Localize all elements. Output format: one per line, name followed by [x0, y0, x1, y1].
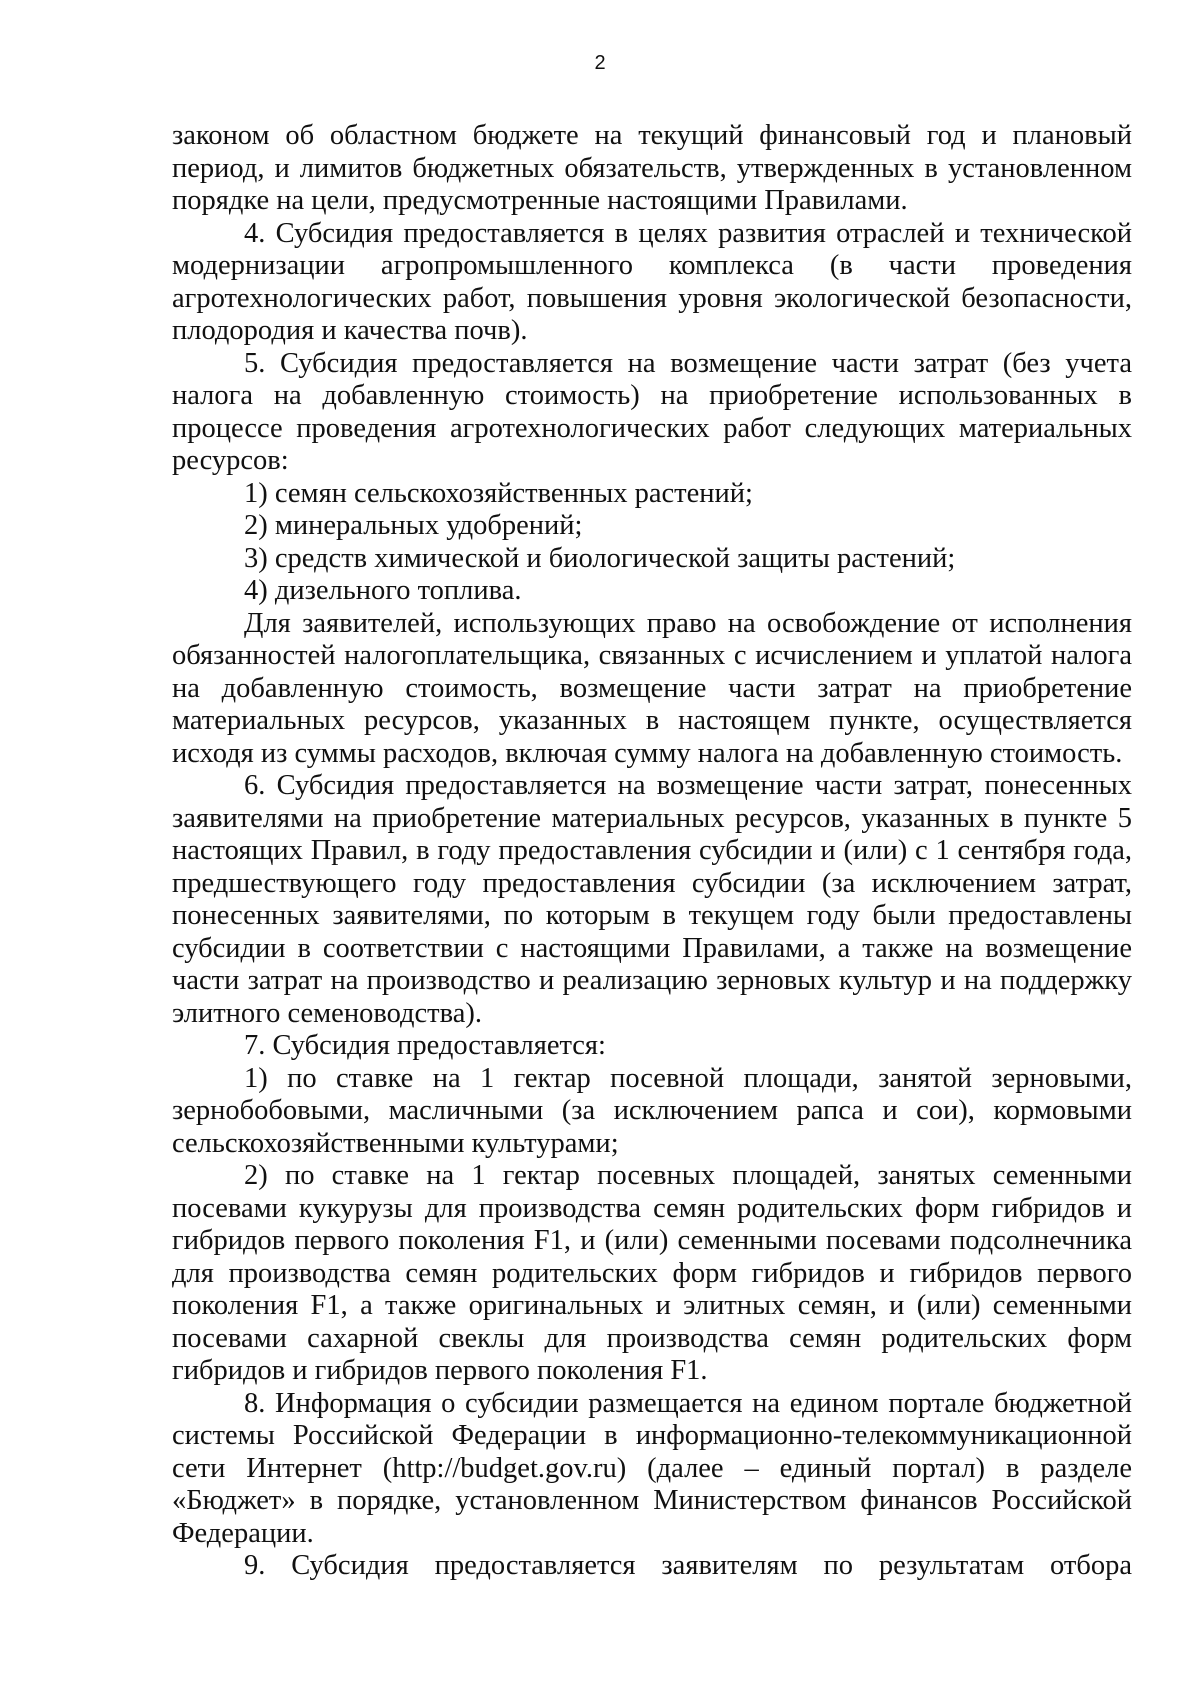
list-item-5-1: 1) семян сельскохозяйственных растений;	[244, 477, 753, 509]
paragraph-4: 4. Субсидия предоставляется в целях развития отраслей и технической модернизации агропромышленного комплекса (в части проведения агротехнологических работ, повышения уровня экологической безопасности, плодородия и качества почв).	[172, 217, 1132, 346]
paragraph-8: 8. Информация о субсидии размещается на едином портале бюджетной системы Российской Федерации в информационно-телекоммуникационной сети Интернет (http://budget.gov.ru) (далее – единый портал) в разделе «Бюджет» в порядке, установленном Министерством финансов Российской Федерации.	[172, 1387, 1132, 1549]
paragraph-5-note: Для заявителей, использующих право на освобождение от исполнения обязанностей налогоплательщика, связанных с исчислением и уплатой налога на добавленную стоимость, возмещение части затрат на приобретение материальных ресурсов, указанных в настоящем пункте, осуществляется исходя из суммы расходов, включая сумму налога на добавленную стоимость.	[172, 607, 1132, 769]
paragraph-9: 9. Субсидия предоставляется заявителям по результатам отбора	[244, 1550, 1132, 1581]
paragraph-continuation: законом об областном бюджете на текущий финансовый год и плановый период, и лимитов бюджетных обязательств, утвержденных в установленном порядке на цели, предусмотренные настоящими Правилами.	[172, 120, 1132, 216]
paragraph-5: 5. Субсидия предоставляется на возмещение части затрат (без учета налога на добавленную стоимость) на приобретение использованных в процессе проведения агротехнологических работ следующих материальных ресурсов:	[172, 347, 1132, 476]
list-item-5-3: 3) средств химической и биологической защиты растений;	[244, 542, 956, 574]
paragraph-7-2: 2) по ставке на 1 гектар посевных площадей, занятых семенными посевами кукурузы для производства семян родительских форм гибридов и гибридов первого поколения F1, и (или) семенными посевами подсолнечника для производства семян родительских форм гибридов и гибридов первого поколения F1, а также оригинальных и элитных семян, и (или) семенными посевами сахарной свеклы для производства семян родительских форм гибридов и гибридов первого поколения F1.	[172, 1160, 1132, 1386]
document-body	[172, 120, 1132, 1583]
paragraph-7: 7. Субсидия предоставляется:	[244, 1030, 606, 1061]
list-item-5-2: 2) минеральных удобрений;	[244, 510, 583, 541]
paragraph-6: 6. Субсидия предоставляется на возмещение части затрат, понесенных заявителями на приобретение материальных ресурсов, указанных в пункте 5 настоящих Правил, в году предоставления субсидии и (или) с 1 сентября года, предшествующего году предоставления субсидии (за исключением затрат, понесенных заявителями, по которым в текущем году были предоставлены субсидии в соответствии с настоящими Правилами, а также на возмещение части затрат на производство и реализацию зерновых культур и на поддержку элитного семеноводства).	[172, 770, 1132, 1029]
list-item-5-4: 4) дизельного топлива.	[244, 575, 522, 606]
paragraph-7-1: 1) по ставке на 1 гектар посевной площади, занятой зерновыми, зернобобовыми, масличными (за исключением рапса и сои), кормовыми сельскохозяйственными культурами;	[172, 1062, 1132, 1159]
page-number: 2	[594, 52, 606, 74]
